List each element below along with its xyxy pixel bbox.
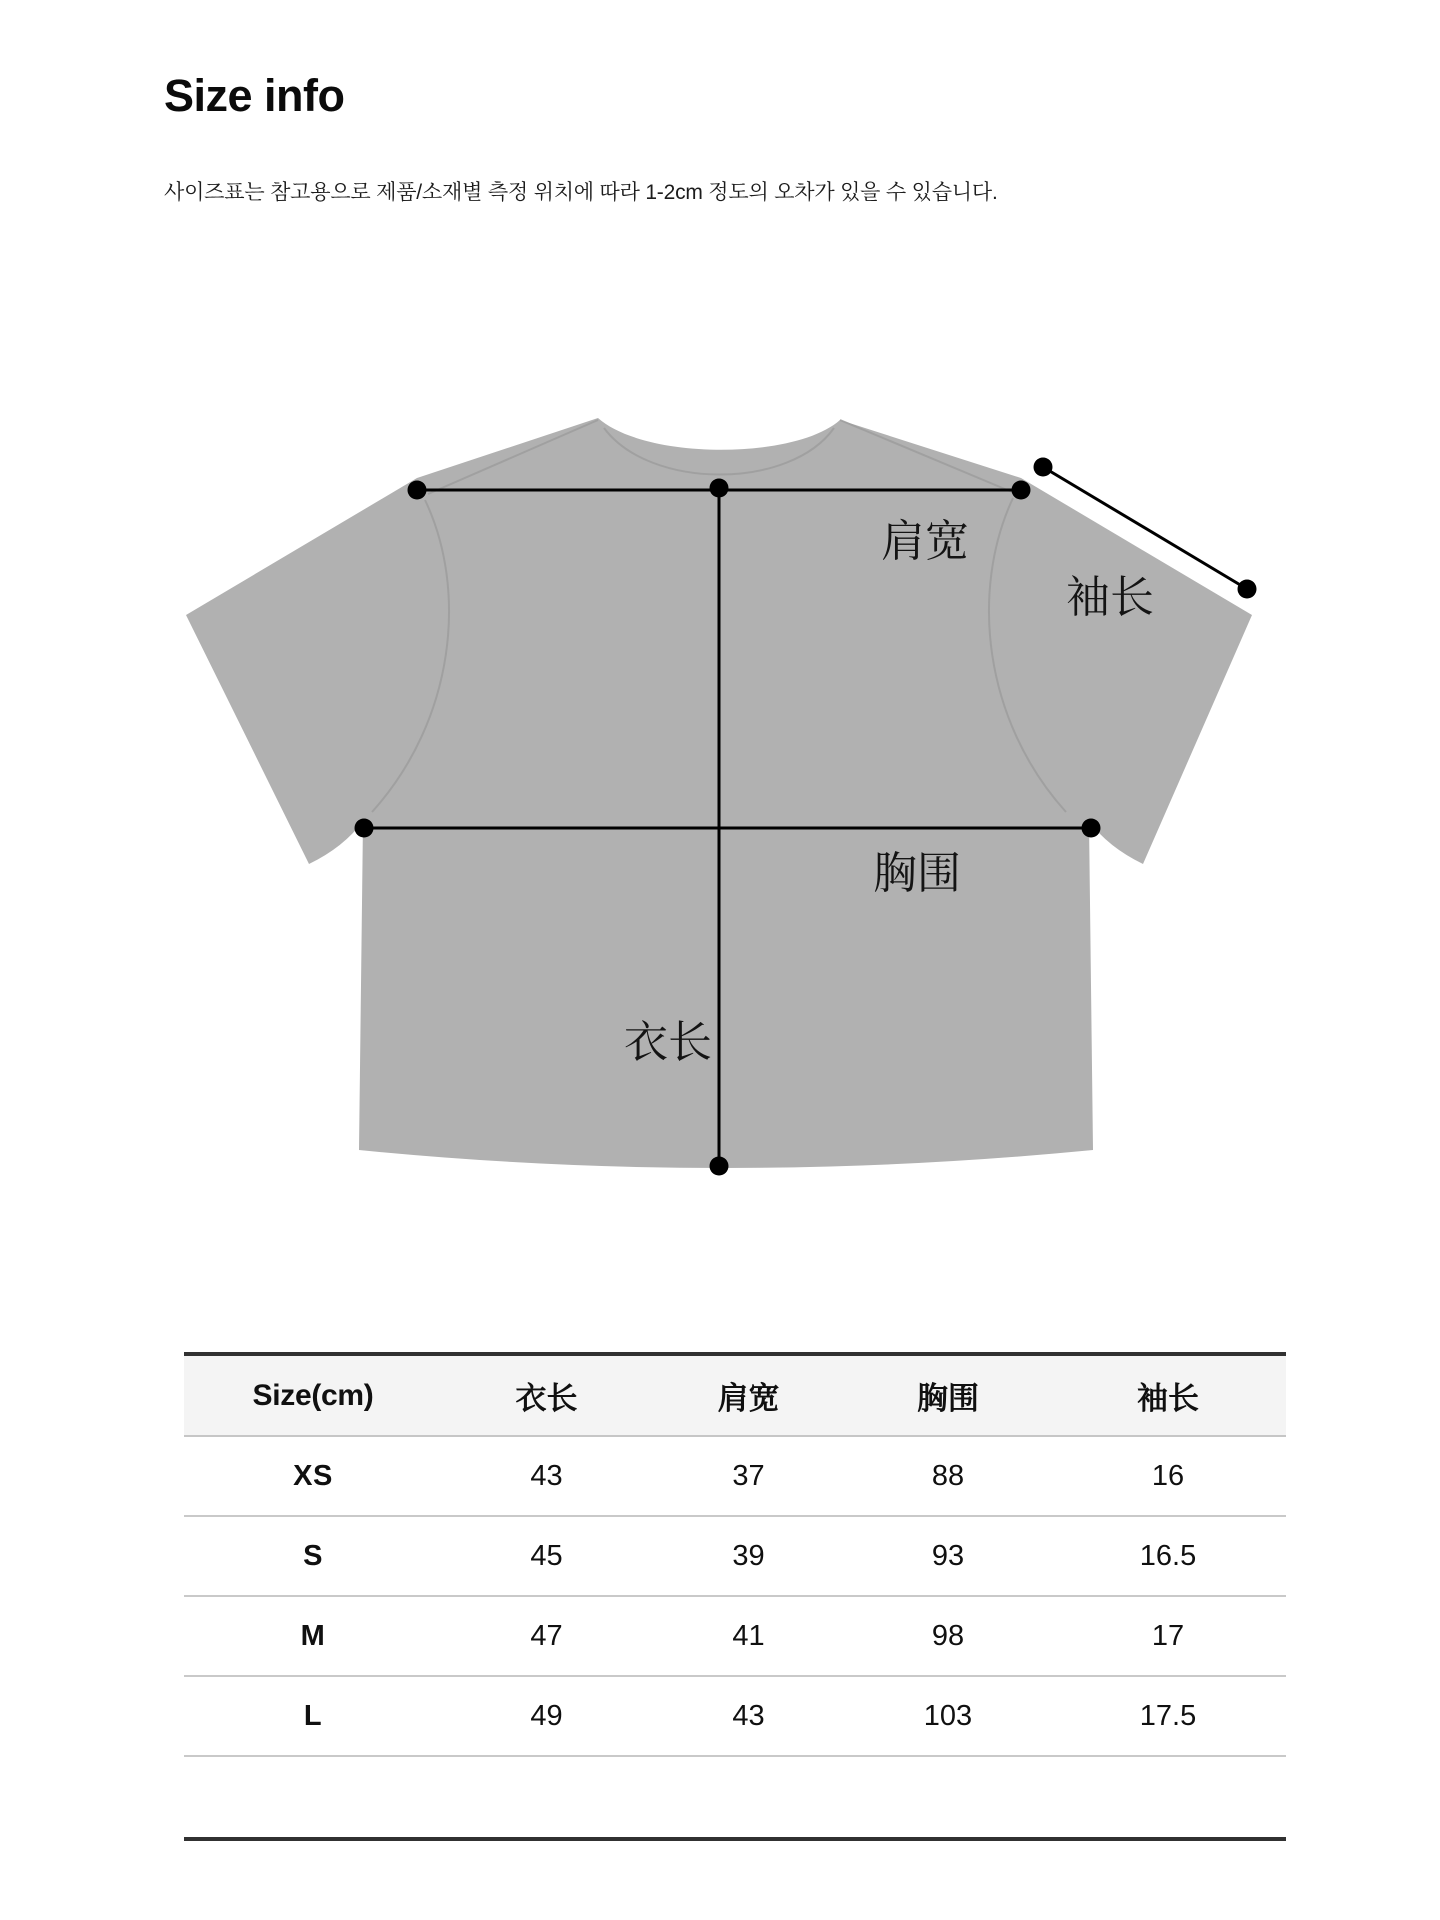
size-label: M bbox=[300, 1619, 326, 1652]
sleeve-length-value: 17 bbox=[1151, 1619, 1185, 1652]
chest-width-label: 胸围 bbox=[873, 848, 961, 899]
size-table bbox=[184, 1352, 1286, 1841]
page-title: Size info bbox=[164, 70, 345, 121]
chest-width-value: 98 bbox=[931, 1619, 965, 1652]
sleeve-length-label: 袖长 bbox=[1066, 572, 1154, 623]
size-table-header-row bbox=[184, 1356, 1286, 1437]
sleeve-length-value: 16 bbox=[1151, 1459, 1185, 1492]
size-label: S bbox=[303, 1539, 323, 1572]
size-label: L bbox=[303, 1699, 323, 1732]
body-length-value: 45 bbox=[530, 1539, 563, 1572]
shoulder-width-value: 37 bbox=[732, 1459, 765, 1492]
header-chest-width: 胸围 bbox=[917, 1381, 979, 1417]
sleeve-length-value: 17.5 bbox=[1139, 1699, 1197, 1732]
size-disclaimer-text: 사이즈표는 참고용으로 제품/소재별 측정 위치에 따라 1-2cm 정도의 오차가 있을 수 있습니다. bbox=[164, 181, 998, 204]
body-length-label: 衣长 bbox=[624, 1017, 712, 1068]
shoulder-width-value: 39 bbox=[732, 1539, 765, 1572]
shoulder-width-label: 肩宽 bbox=[881, 516, 969, 567]
chest-width-value: 93 bbox=[931, 1539, 965, 1572]
table-empty-row bbox=[184, 1757, 1286, 1837]
chest-width-value: 88 bbox=[931, 1459, 965, 1492]
table-row-xs bbox=[184, 1437, 1286, 1517]
body-length-value: 47 bbox=[530, 1619, 563, 1652]
chest-width-value: 103 bbox=[923, 1699, 973, 1732]
header-shoulder-width: 肩宽 bbox=[717, 1381, 780, 1417]
header-size-cm: Size(cm) bbox=[252, 1378, 374, 1412]
shoulder-width-value: 41 bbox=[732, 1619, 765, 1652]
size-label: XS bbox=[293, 1459, 333, 1492]
table-row-s bbox=[184, 1517, 1286, 1597]
body-length-value: 49 bbox=[530, 1699, 563, 1732]
body-length-value: 43 bbox=[530, 1459, 563, 1492]
sleeve-length-value: 16.5 bbox=[1139, 1539, 1197, 1572]
header-sleeve-length: 袖长 bbox=[1137, 1381, 1199, 1417]
shoulder-width-value: 43 bbox=[732, 1699, 765, 1732]
table-row-l bbox=[184, 1677, 1286, 1757]
table-row-m bbox=[184, 1597, 1286, 1677]
header-body-length: 衣长 bbox=[515, 1381, 578, 1417]
